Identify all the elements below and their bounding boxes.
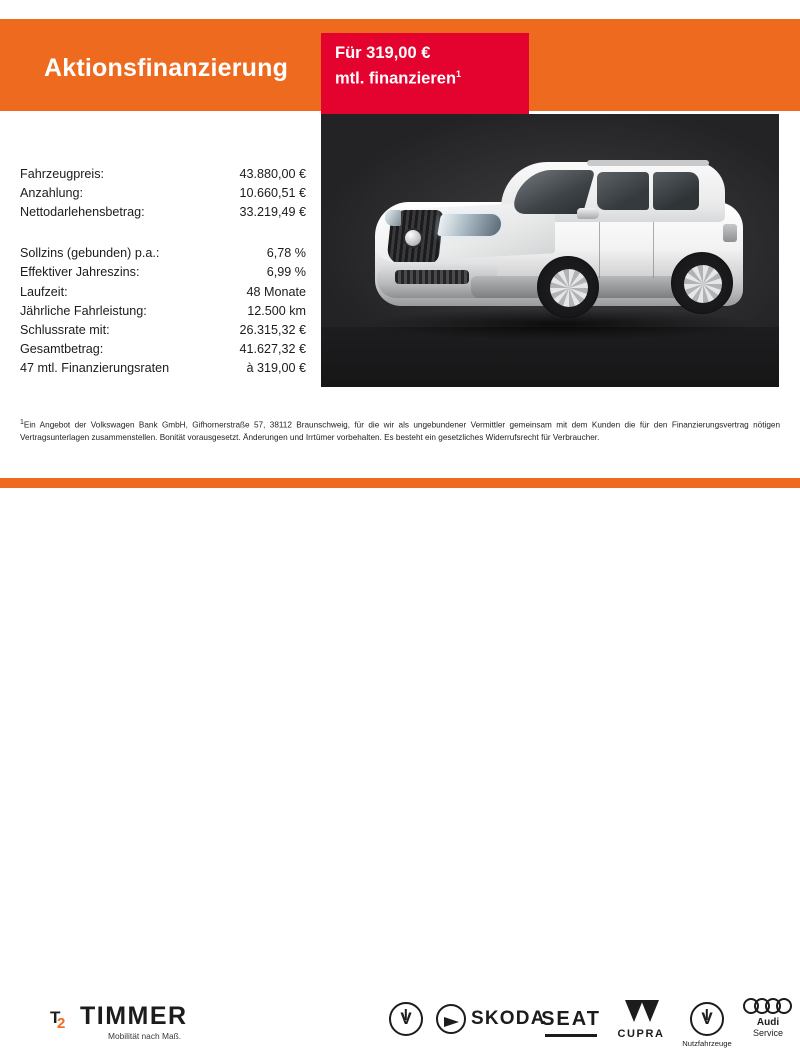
car-headlight-right	[385, 210, 401, 226]
row-value: 26.315,32 €	[239, 322, 306, 337]
brand-audi-service	[736, 998, 800, 1038]
car-door-line-rear	[653, 222, 654, 278]
skoda-arrow-icon	[436, 1004, 466, 1034]
dealer-monogram-primary: T	[50, 1008, 61, 1027]
dealer-name: TIMMER	[80, 1002, 188, 1030]
audi-wordmark: Audi	[756, 1017, 780, 1028]
cupra-wordmark: CUPRA	[617, 1028, 665, 1040]
car-roof-rail	[587, 160, 709, 166]
promo-finance-line	[335, 69, 461, 89]
table-row	[20, 301, 306, 320]
car-rear-window	[653, 172, 699, 210]
dealer-logo[interactable]	[50, 1000, 250, 1050]
promo-badge	[321, 33, 529, 114]
footer-band	[0, 478, 800, 488]
row-label: Schlussrate mit:	[20, 322, 110, 337]
car-rear-wheel	[671, 252, 733, 314]
audi-rings-icon	[743, 998, 793, 1014]
table-row	[20, 202, 306, 221]
car-rear-wheel-hub	[684, 265, 722, 303]
row-value: 6,78 %	[266, 246, 306, 261]
promo-rate-line: Für 319,00 €	[335, 44, 431, 62]
promo-finance-text: mtl. finanzieren	[335, 69, 457, 88]
row-value: 10.660,51 €	[239, 185, 306, 200]
row-label: 47 mtl. Finanzierungsraten	[20, 361, 170, 376]
table-row	[20, 320, 306, 339]
car-side-mirror	[577, 208, 599, 219]
brand-vw-nutzfahrzeuge	[672, 1002, 742, 1048]
row-label: Sollzins (gebunden) p.a.:	[20, 246, 160, 261]
row-value: 41.627,32 €	[239, 342, 306, 357]
promo-footnote-marker: 1	[456, 69, 462, 79]
table-row	[20, 340, 306, 359]
audi-service-wordmark: Service	[752, 1028, 783, 1038]
footnote-text: Ein Angebot der Volkswagen Bank GmbH, Gifhornerstraße 57, 38112 Braunschweig, für die wir als ungebundener Vermittler gemeinsam mit dem Kunden die für den Finanzierungsvertrag nötigen Vertragsunterlagen zusammenstellen. Bonität vorausgesetzt. Änderungen und Irrtümer vorbehalten. Es besteht ein gesetzliches Widerrufsrecht für Verbraucher.	[20, 420, 780, 443]
table-row	[20, 164, 306, 183]
car-front-window	[597, 172, 649, 210]
car-illustration	[351, 150, 763, 355]
row-value: à 319,00 €	[246, 361, 306, 376]
car-door-line-front	[599, 222, 600, 278]
table-row	[20, 359, 306, 378]
row-label: Fahrzeugpreis:	[20, 166, 104, 181]
car-taillight	[723, 224, 737, 242]
row-value: 48 Monate	[246, 284, 306, 299]
brand-logo-strip	[380, 996, 783, 1054]
car-brand-emblem	[403, 228, 423, 248]
footnote-marker: 1	[20, 419, 24, 426]
row-label: Anzahlung:	[20, 185, 84, 200]
table-row	[20, 263, 306, 282]
row-value: 12.500 km	[247, 303, 306, 318]
table-row	[20, 244, 306, 263]
row-value: 33.219,49 €	[239, 204, 306, 219]
car-lower-grille	[395, 270, 469, 284]
volkswagen-logo-icon	[389, 1002, 423, 1036]
volkswagen-nutzfahrzeuge-logo-icon	[690, 1002, 724, 1036]
car-headlight-left	[437, 214, 503, 236]
row-label: Laufzeit:	[20, 284, 68, 299]
table-group-separator	[20, 222, 306, 244]
brand-cupra	[602, 1000, 680, 1040]
dealer-tagline: Mobilität nach Maß.	[108, 1031, 182, 1041]
vehicle-image	[321, 114, 779, 387]
audi-ring-4	[776, 998, 792, 1014]
row-label: Effektiver Jahreszins:	[20, 265, 140, 280]
table-row	[20, 183, 306, 202]
row-label: Nettodarlehensbetrag:	[20, 204, 145, 219]
table-row	[20, 282, 306, 301]
brand-volkswagen	[380, 1002, 432, 1036]
seat-underline-icon	[545, 1034, 597, 1037]
page-title: Aktionsfinanzierung	[44, 54, 289, 82]
car-front-wheel-hub	[550, 269, 588, 307]
row-value: 6,99 %	[266, 265, 306, 280]
car-front-wheel	[537, 256, 599, 318]
nutzfahrzeuge-wordmark: Nutzfahrzeuge	[682, 1039, 732, 1048]
dealer-monogram-accent: 2	[57, 1015, 66, 1032]
seat-wordmark: SEAT	[541, 1008, 601, 1030]
legal-footnote	[20, 418, 780, 445]
row-value: 43.880,00 €	[239, 166, 306, 181]
dealer-monogram-icon	[50, 1004, 76, 1030]
finance-details	[20, 164, 306, 378]
skoda-wordmark: SKODA	[471, 1008, 546, 1029]
cupra-logo-icon	[622, 1000, 660, 1026]
row-label: Jährliche Fahrleistung:	[20, 303, 147, 318]
footer	[0, 488, 800, 1048]
row-label: Gesamtbetrag:	[20, 342, 104, 357]
